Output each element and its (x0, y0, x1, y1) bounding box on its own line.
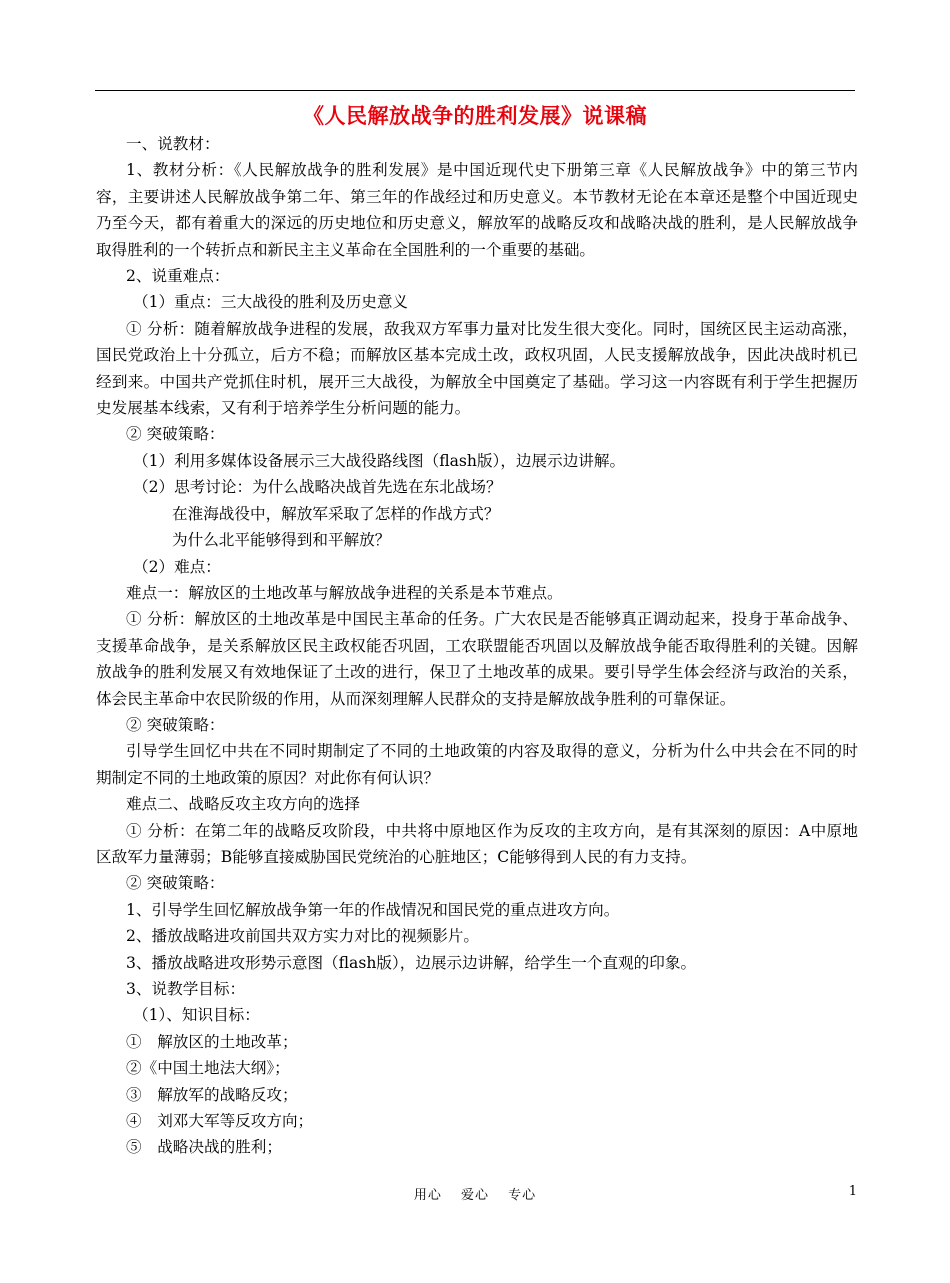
document-body (96, 131, 858, 1161)
page-footer (0, 1180, 950, 1204)
paragraph: ① 分析：解放区的土地改革是中国民主革命的任务。广大农民是否能够真正调动起来，投身于革命战争、支援革命战争，是关系解放区民主政权能否巩固，工农联盟能否巩固以及解放战争能否取得胜利的关键。因解放战争的胜利发展又有效地保证了土改的进行，保卫了土地改革的成果。要引导学生体会经济与政治的关系，体会民主革命中农民阶级的作用，从而深刻理解人民群众的支持是解放战争胜利的可靠保证。 (96, 610, 858, 708)
subheading: ② 突破策略： (126, 425, 225, 444)
subheading: （1）、知识目标： (133, 1006, 260, 1025)
list-item: （2）思考讨论：为什么战略决战首先选在东北战场？ (133, 478, 502, 497)
subheading: 难点二、战略反攻主攻方向的选择 (126, 795, 360, 814)
subheading: （1）重点：三大战役的胜利及历史意义 (133, 293, 409, 312)
section-heading: 2、说重难点： (126, 267, 230, 286)
list-item: 2、播放战略进攻前国共双方实力对比的视频影片。 (126, 927, 479, 946)
list-item: ① 解放区的土地改革； (126, 1032, 298, 1051)
subheading: ② 突破策略： (126, 715, 225, 734)
paragraph: ① 分析：随着解放战争进程的发展，敌我双方军事力量对比发生很大变化。同时，国统区民主运动高涨，国民党政治上十分孤立，后方不稳；而解放区基本完成土改，政权巩固，人民支援解放战争，因此决战时机已经到来。中国共产党抓住时机，展开三大战役，为解放全中国奠定了基础。学习这一内容既有利于学生把握历史发展基本线索，又有利于培养学生分析问题的能力。 (96, 319, 858, 418)
list-item: ③ 解放军的战略反攻； (126, 1085, 298, 1104)
list-item: ②《中国土地法大纲》； (126, 1059, 290, 1078)
list-item: ⑤ 战略决战的胜利； (126, 1138, 282, 1157)
list-item: 1、引导学生回忆解放战争第一年的作战情况和国民党的重点进攻方向。 (126, 900, 620, 919)
list-item: ④ 刘邓大军等反攻方向； (126, 1112, 314, 1131)
section-heading: 3、说教学目标： (126, 980, 246, 998)
subheading: （2）难点： (133, 557, 221, 576)
paragraph: 难点一：解放区的土地改革与解放战争进程的关系是本节难点。 (126, 583, 563, 602)
paragraph: 引导学生回忆中共在不同时期制定了不同的土地政策的内容及取得的意义，分析为什么中共会在不同的时期制定不同的土地政策的原因？对此你有何认识？ (96, 742, 858, 787)
section-heading: 一、说教材： (126, 135, 220, 153)
document-title: 《人民解放战争的胜利发展》说课稿 (303, 104, 647, 128)
subheading: ② 突破策略： (126, 874, 225, 893)
paragraph: ① 分析：在第二年的战略反攻阶段，中共将中原地区作为反攻的主攻方向，是有其深刻的原因：A中原地区敌军力量薄弱；B能够直接威胁国民党统治的心脏地区；C能够得到人民的有力支持。 (96, 821, 858, 866)
list-item: （1）利用多媒体设备展示三大战役路线图（flash版），边展示边讲解。 (133, 451, 626, 470)
list-item: 为什么北平能够得到和平解放？ (172, 531, 391, 550)
header-rule (95, 90, 855, 91)
footer-motto: 用心 爱心 专心 (413, 1188, 537, 1203)
page-number: 1 (848, 1184, 857, 1199)
paragraph: 1、教材分析：《人民解放战争的胜利发展》是中国近现代史下册第三章《人民解放战争》中的第三节内容，主要讲述人民解放战争第二年、第三年的作战经过和历史意义。本节教材无论在本章还是整个中国近现史乃至今天，都有着重大的深远的历史地位和历史意义，解放军的战略反攻和战略决战的胜利，是人民解放战争取得胜利的一个转折点和新民主主义革命在全国胜利的一个重要的基础。 (96, 161, 858, 259)
list-item: 3、播放战略进攻形势示意图（flash版），边展示边讲解，给学生一个直观的印象。 (126, 953, 697, 972)
list-item: 在淮海战役中，解放军采取了怎样的作战方式？ (172, 504, 500, 523)
